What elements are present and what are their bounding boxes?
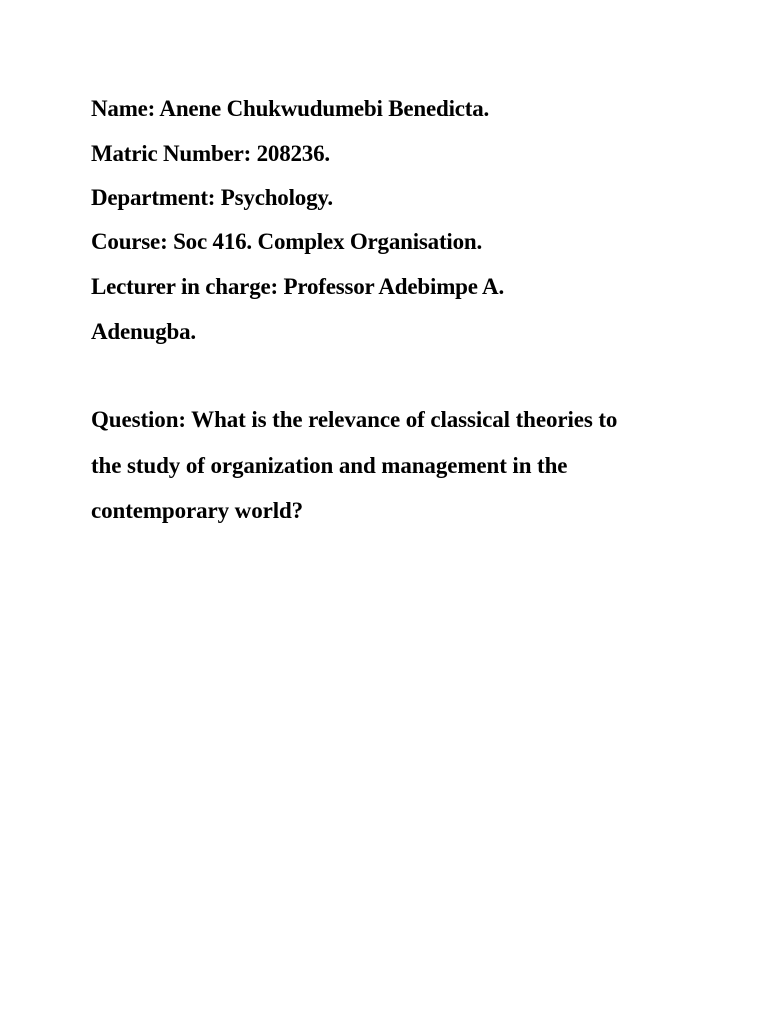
student-name: Name: Anene Chukwudumebi Benedicta. [91,96,490,121]
question-line-2: the study of organization and management in the [91,453,568,478]
lecturer-line-2: Adenugba. [91,319,196,344]
course: Course: Soc 416. Complex Organisation. [91,229,483,254]
question-line-3: contemporary world? [91,498,304,523]
matric-number: Matric Number: 208236. [91,141,330,166]
department: Department: Psychology. [91,185,333,210]
question-line-1: Question: What is the relevance of classical theories to [91,407,618,432]
lecturer-line-1: Lecturer in charge: Professor Adebimpe A. [91,274,504,299]
